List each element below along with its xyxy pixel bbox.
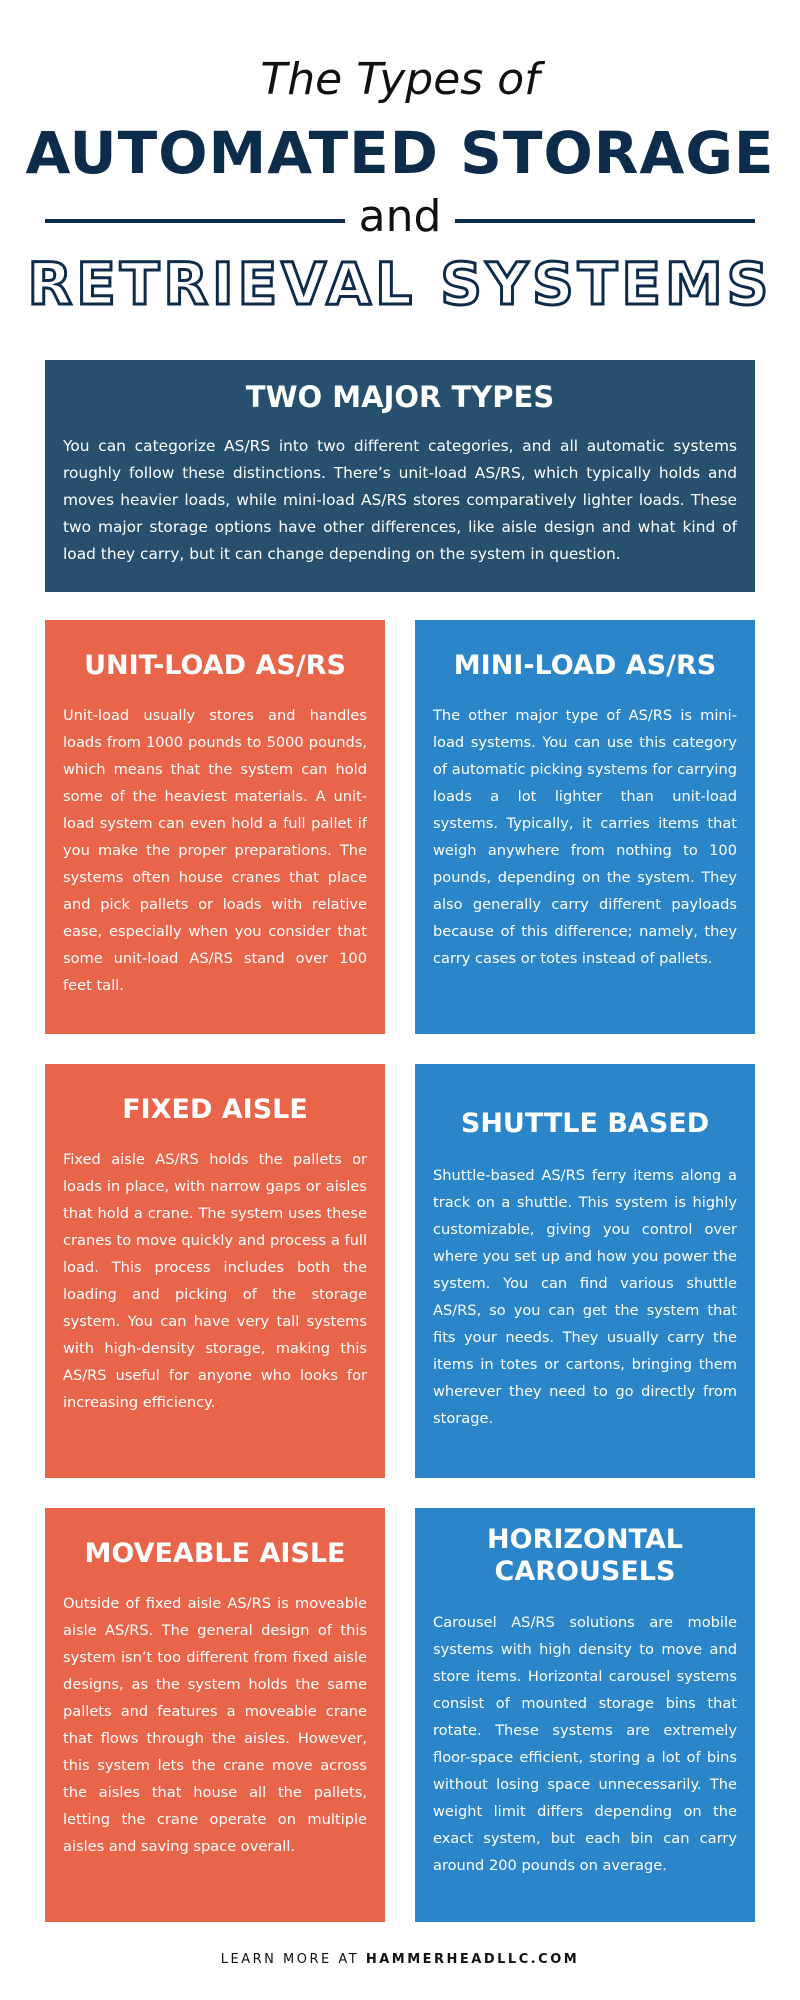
card-shuttle-based: [415, 1064, 755, 1478]
title-line-3: and: [358, 191, 442, 242]
footer-site-link[interactable]: HAMMERHEADLLC.COM: [365, 1952, 580, 1967]
intro-section: [45, 360, 755, 592]
card-mini-load: [415, 620, 755, 1034]
card-title: MOVEABLE AISLE: [84, 1538, 346, 1569]
card-title: SHUTTLE BASED: [460, 1108, 710, 1139]
card-title: HORIZONTAL CAROUSELS: [487, 1524, 683, 1588]
card-body: Unit-load usually stores and handles loads from 1000 pounds to 5000 pounds, which means that the system can hold some of the heaviest materials. A unit-load system can even hold a full pallet if you make the proper preparations. The systems often house cranes that place and pick pallets or loads with relative ease, especially when you consider that some unit-load AS/RS stand over 100 feet tall.: [63, 707, 367, 995]
footer: [0, 1952, 800, 1968]
title-line-1: The Types of: [260, 54, 540, 105]
card-body: Shuttle-based AS/RS ferry items along a track on a shuttle. This system is highly customizable, giving you control over where you set up and how you power the system. You can find various shuttle AS/RS, so you can get the system that fits your needs. They usually carry the items in totes or cartons, bringing them wherever they need to go directly from storage.: [433, 1167, 737, 1428]
card-title: UNIT-LOAD AS/RS: [84, 650, 346, 681]
card-title: MINI-LOAD AS/RS: [453, 650, 717, 681]
card-body: Outside of fixed aisle AS/RS is moveable aisle AS/RS. The general design of this system isn’t too different from fixed aisle designs, as the system holds the same pallets and features a moveable crane that flows through the aisles. However, this system lets the crane move across the aisles that house all the pallets, letting the crane operate on multiple aisles and saving space overall.: [63, 1595, 367, 1856]
card-body: Carousel AS/RS solutions are mobile systems with high density to move and store items. Horizontal carousel systems consist of mounted storage bins that rotate. These systems are extremely floor-space efficient, storing a lot of bins without losing space unnecessarily. The weight limit differs depending on the exact system, but each bin can carry around 200 pounds on average.: [433, 1613, 737, 1874]
intro-title: TWO MAJOR TYPES: [245, 380, 555, 414]
card-title: FIXED AISLE: [122, 1094, 308, 1125]
footer-prefix: LEARN MORE AT: [220, 1952, 366, 1967]
title-and-row: [45, 191, 755, 245]
card-moveable-aisle: [45, 1508, 385, 1922]
card-unit-load: [45, 620, 385, 1034]
title-line-4: RETRIEVAL SYSTEMS: [27, 250, 773, 318]
right-divider: [455, 219, 755, 223]
intro-body: You can categorize AS/RS into two different categories, and all automatic systems roughly follow these distinctions. There’s unit-load AS/RS, which typically holds and moves heavier loads, while mini-load AS/RS stores comparatively lighter loads. These two major storage options have other differences, like aisle design and what kind of load they carry, but it can change depending on the system in question.: [63, 436, 737, 563]
title-line-2: AUTOMATED STORAGE: [25, 119, 775, 187]
card-body: The other major type of AS/RS is mini-load systems. You can use this category of automatic picking systems for carrying loads a lot lighter than unit-load systems. Typically, it carries items that weigh anywhere from nothing to 100 pounds, depending on the system. They also generally carry different payloads because of this difference; namely, they carry cases or totes instead of pallets.: [433, 707, 737, 968]
card-fixed-aisle: [45, 1064, 385, 1478]
card-horizontal-carousels: [415, 1508, 755, 1922]
card-body: Fixed aisle AS/RS holds the pallets or loads in place, with narrow gaps or aisles that hold a crane. The system uses these cranes to move quickly and process a full load. This process includes both the loading and picking of the storage system. You can have very tall systems with high-density storage, making this AS/RS useful for anyone who looks for increasing efficiency.: [63, 1151, 367, 1412]
